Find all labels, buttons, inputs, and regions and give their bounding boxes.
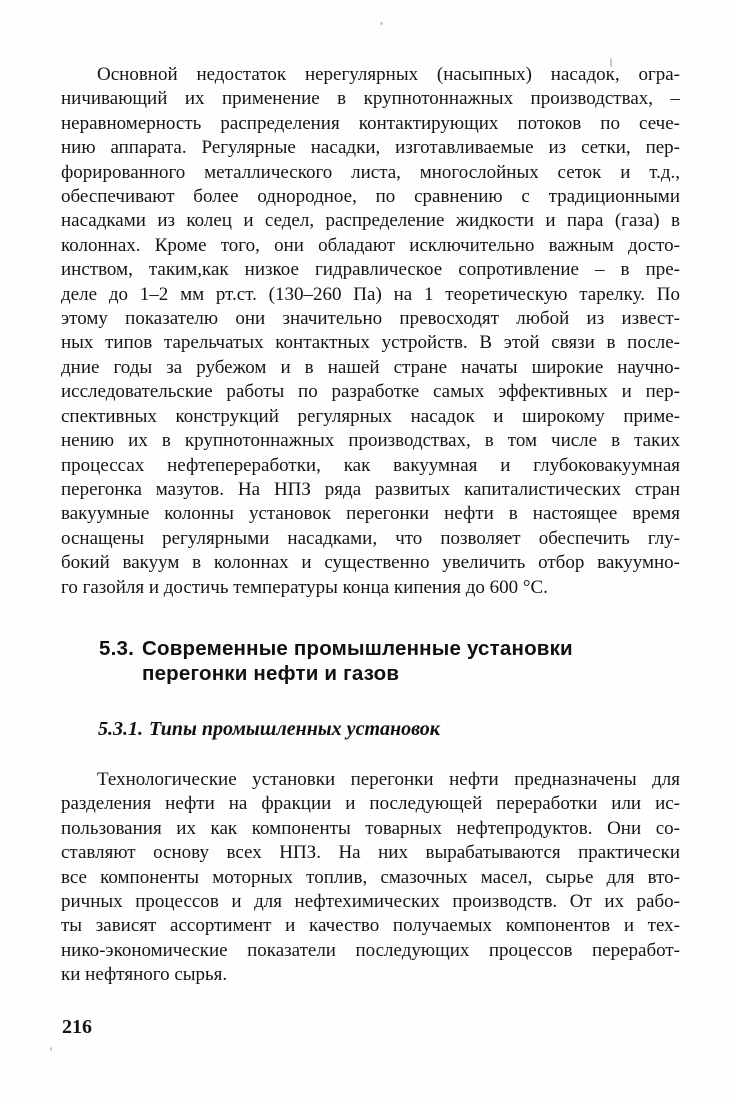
text-line: ричных процессов и для нефтехимических производств. От их рабо- [61,891,680,913]
text-line: процессах нефтепереработки, как вакуумная и глубоковакуумная [61,454,680,476]
text-line: насадками из колец и седел, распределение жидкости и пара (газа) в [61,210,680,232]
text-line: перегонка мазутов. На НПЗ ряда развитых капиталистических стран [61,478,680,500]
text-line: вакуумные колонны установок перегонки нефти в настоящее время [61,503,680,525]
paragraph-packings [61,63,680,600]
text-line: спективных конструкций регулярных насадок и широкому приме- [61,405,680,427]
section-heading-line: Современные промышленные установки [142,637,573,660]
text-line: все компоненты моторных топлив, смазочных масел, сырье для вто- [61,866,680,888]
subsection-heading-number: 5.3.1. [98,718,143,740]
text-line: оснащены регулярными насадками, что позволяет обеспечить глу- [61,527,680,549]
text-line: Основной недостаток нерегулярных (насыпных) насадок, огра- [97,64,680,85]
section-heading [99,636,573,686]
text-line: ных типов тарельчатых контактных устройств. В этой связи в после- [61,332,680,354]
text-line: Технологические установки перегонки нефти предназначены для [97,769,680,790]
text-line: нению их в крупнотоннажных производствах, в том числе в таких [61,430,680,452]
text-line: ки нефтяного сырья. [61,964,228,986]
section-heading-text [142,636,573,686]
text-line: колоннах. Кроме того, они обладают исключительно важным досто- [61,234,680,256]
subsection-heading-title: Типы промышленных установок [149,718,440,740]
text-line: нию аппарата. Регулярные насадки, изготавливаемые из сетки, пер- [61,137,680,159]
text-line: деле до 1–2 мм рт.ст. (130–260 Па) на 1 теоретическую тарелку. По [61,283,680,305]
text-line: этому показателю они значительно превосходят любой из извест- [61,308,680,330]
page-number: 216 [62,1016,92,1038]
text-line: ничивающий их применение в крупнотоннажных производствах, – [61,88,680,110]
text-line: исследовательские работы по разработке самых эффективных и пер- [61,381,680,403]
section-heading-line: перегонки нефти и газов [142,662,400,685]
text-line: инством, таким,как низкое гидравлическое сопротивление – в пре- [61,259,680,281]
text-line: форированного металлического листа, многослойных сеток и т.д., [61,161,680,183]
text-line: обеспечивают более однородное, по сравнению с традиционными [61,186,680,208]
text-line: нико-экономические показатели последующих процессов переработ- [61,939,680,961]
scan-speck [50,1047,52,1051]
subsection-heading [98,717,440,741]
text-line: бокий вакуум в колоннах и существенно увеличить отбор вакуумно- [61,552,680,574]
text-line: го газойля и достичь температуры конца кипения до 600 °С. [61,576,548,598]
text-line: разделения нефти на фракции и последующей переработки или ис- [61,793,680,815]
text-line: дние годы за рубежом и в нашей стране начаты широкие научно- [61,356,680,378]
text-line: ставляют основу всех НПЗ. На них вырабатываются практически [61,842,680,864]
text-line: ты зависят ассортимент и качество получаемых компонентов и тех- [61,915,680,937]
paragraph-distillation-units [61,768,680,988]
section-heading-number: 5.3. [99,637,134,660]
text-line: пользования их как компоненты товарных нефтепродуктов. Они со- [61,817,680,839]
text-line: неравномерность распределения контактирующих потоков по сече- [61,112,680,134]
scan-speck [380,22,383,25]
